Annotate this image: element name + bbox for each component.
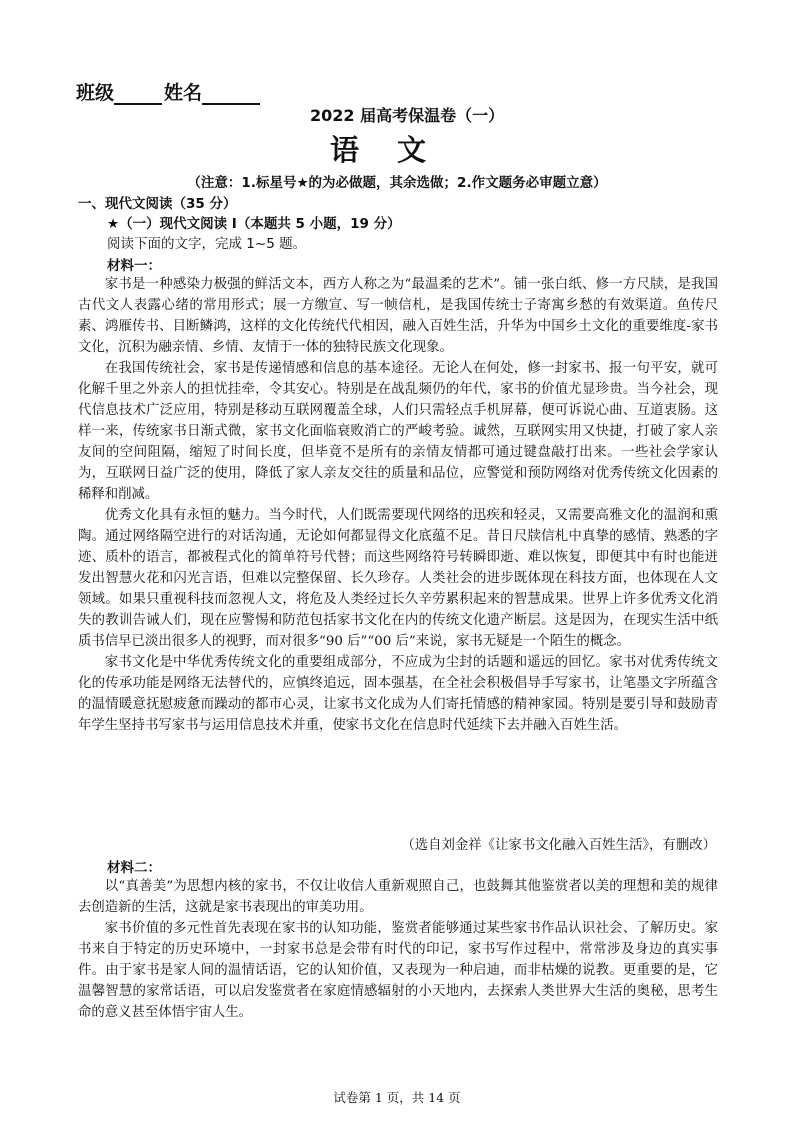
class-name-line: [76, 78, 260, 105]
material-one-paragraph: 家书是一种感染力极强的鲜活文本，西方人称之为“最温柔的艺术”。铺一张白纸、修一方尺牍，是我国古代文人表露心绪的常用形式；展一方缴宣、写一帧信札，是我国传统士子寄寓乡愁的有效渠道。鱼传尺素、鸿雁传书、目断鳞鸿，这样的文化传统代代相因，融入百姓生活，升华为中国乡土文化的重要维度-家书文化，沉积为融亲情、乡情、友情于一体的独特民族文化现象。: [78, 277, 718, 355]
material-one-paragraph: 家书文化是中华优秀传统文化的重要组成部分，不应成为尘封的话题和遥远的回忆。家书对优秀传统文化的传承功能是网络无法替代的，应慎终追远，固本强基，在全社会积极倡导手写家书，让笔墨文字所蕴含的温情暖意抚慰疲惫而躁动的都市心灵，让家书文化成为人们寄托情感的精神家园。特别是要引导和鼓励青年学生坚持书写家书与运用信息技术并重，使家书文化在信息时代延续下去并融入百姓生活。: [78, 655, 718, 733]
section-title: 一、现代文阅读（35 分）: [78, 196, 237, 212]
material-one-label: 材料一：: [107, 258, 161, 274]
material-two-paragraph: 家书价值的多元性首先表现在家书的认知功能，鉴赏者能够通过某些家书作品认识社会、了解历史。家书来自于特定的历史环境中，一封家书总是会带有时代的印记，家书写作过程中，常常涉及身边的真实事件。由于家书是家人间的温情话语，它的认知价值，又表现为一种启迪，而非枯燥的说教。更重要的是，它温馨智慧的家常话语，可以启发鉴赏者在家庭情感辐射的小天地内，去探索人类世界大生活的奥秘，思考生命的意义甚至体悟宇宙人生。: [78, 921, 718, 1020]
name-blank: [202, 83, 260, 105]
class-blank: [114, 83, 162, 105]
name-label: 姓名: [164, 82, 203, 104]
material-one-source: （选自刘金祥《让家书文化融入百姓生活》，有删改）: [401, 838, 716, 853]
material-one-paragraph: 优秀文化具有永恒的魅力。当今时代，人们既需要现代网络的迅疾和轻灵，又需要高雅文化的温润和熏陶。通过网络隔空进行的对话沟通，无论如何都显得文化底蕴不足。昔日尺牍信札中真挚的感情、熟悉的字迹、质朴的语言，都被程式化的简单符号代替；而这些网络符号转瞬即逝、难以恢复，即便其中有时也能迸发出智慧火花和闪光言语，但难以完整保留、长久珍存。人类社会的进步既体现在科技方面，也体现在人文领域。如果只重视科技而忽视人文，将危及人类经过长久辛劳累积起来的智慧成果。世界上许多优秀文化消失的教训告诫人们，现在应警惕和防范包括家书文化在内的传统文化遗产断层。这是因为，在现实生活中纸质书信早已淡出很多人的视野，而对很多“90 后”“00 后”来说，家书无疑是一个陌生的概念。: [78, 508, 718, 649]
page-footer: 试卷第 1 页，共 14 页: [333, 1090, 461, 1105]
material-two-label: 材料二：: [107, 860, 161, 876]
section-subtitle: ★（一）现代文阅读 I（本题共 5 小题，19 分）: [107, 216, 401, 232]
exam-notice: （注意：1.标星号★的为必做题，其余选做；2.作文题务必审题立意）: [187, 175, 607, 191]
reading-instruction: 阅读下面的文字，完成 1~5 题。: [107, 236, 307, 252]
material-two-body: [78, 876, 718, 1023]
class-label: 班级: [76, 82, 115, 104]
material-two-paragraph: 以“真善美”为思想内核的家书，不仅让收信人重新观照自己，也鼓舞其他鉴赏者以美的理想和美的规律去创造新的生活，这就是家书表现出的审美功用。: [78, 879, 718, 915]
exam-title: 2022 届高考保温卷（一）: [310, 106, 505, 125]
subject-title: 语文: [329, 133, 464, 167]
material-one-body: [78, 274, 718, 736]
material-one-paragraph: 在我国传统社会，家书是传递情感和信息的基本途径。无论人在何处，修一封家书、报一句平安，就可化解千里之外亲人的担忧挂牵，令其安心。特别是在战乱频仍的年代，家书的价值尤显珍贵。当今社会，现代信息技术广泛应用，特别是移动互联网覆盖全球，人们只需轻点手机屏幕，便可诉说心曲、互道衷肠。这样一来，传统家书日渐式微，家书文化面临衰败消亡的严峻考验。诚然，互联网实用又快捷，打破了家人亲友间的空间阻隔，缩短了时间长度，但毕竟不是所有的亲情友情都可通过键盘敲打出来。一些社会学家认为，互联网日益广泛的使用，降低了家人亲友交往的质量和品位，应警觉和预防网络对优秀传统文化因素的稀释和削减。: [78, 361, 718, 502]
